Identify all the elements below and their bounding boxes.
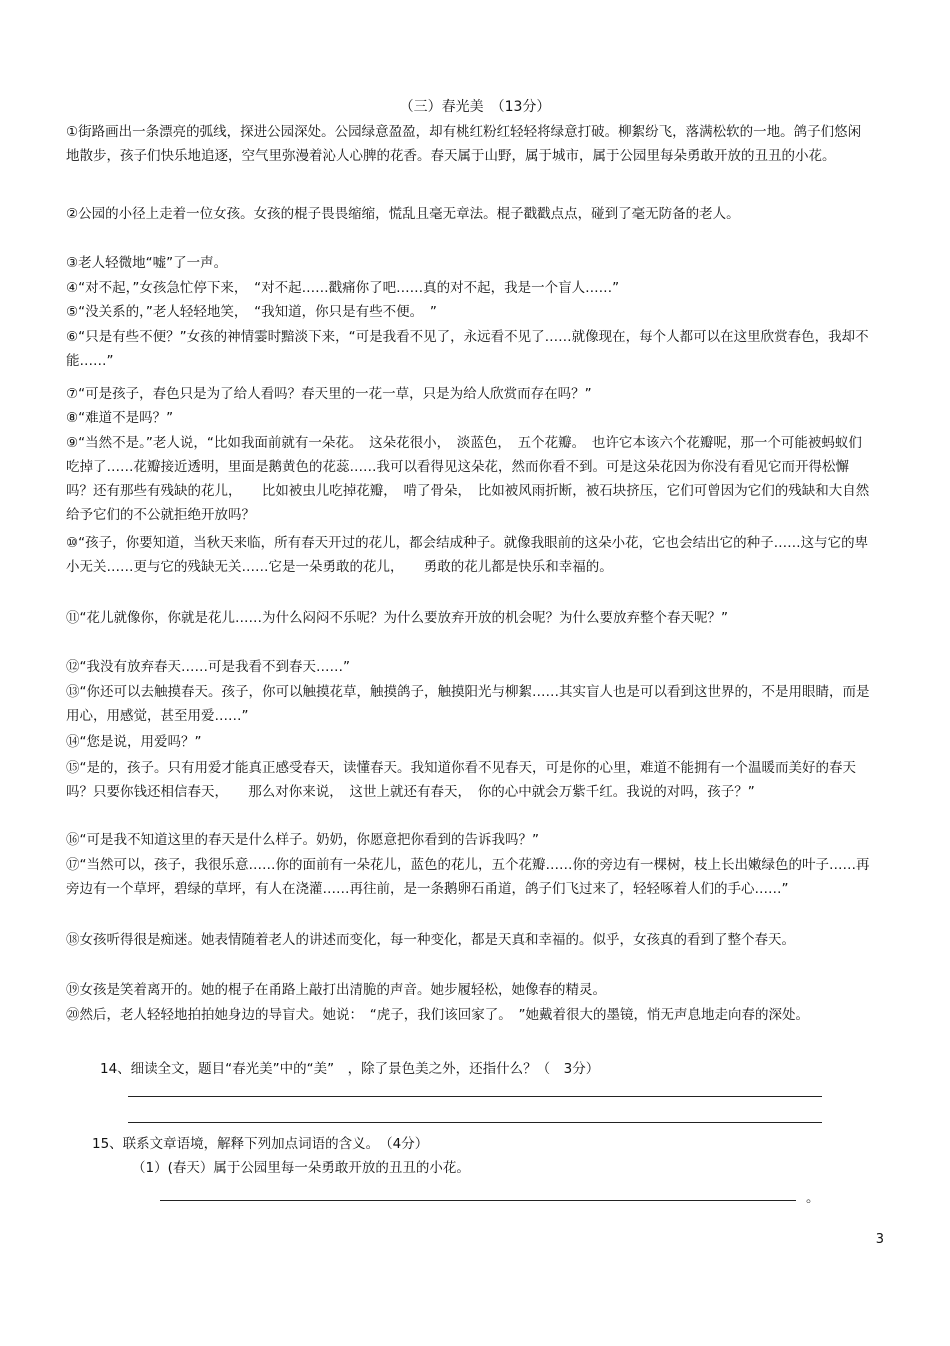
paragraph-8: ⑧“难道不是吗？” xyxy=(66,410,174,426)
page-number: 3 xyxy=(875,1232,884,1247)
paragraph-18: ⑱女孩听得很是痴迷。她表情随着老人的讲述而变化，每一种变化，都是天真和幸福的。似乎，女孩真的看到了整个春天。 xyxy=(66,932,795,948)
answer-line-15-1[interactable] xyxy=(160,1200,796,1201)
answer-line-14a[interactable] xyxy=(128,1096,822,1097)
section-title: （三）春光美 （13分） xyxy=(399,99,551,115)
paragraph-16: ⑯“可是我不知道这里的春天是什么样子。奶奶，你愿意把你看到的告诉我吗？” xyxy=(66,832,539,848)
answer-line-14b[interactable] xyxy=(128,1122,822,1123)
paragraph-1: ①街路画出一条漂亮的弧线，探进公园深处。公园绿意盈盈，却有桃红粉红轻轻将绿意打破。柳絮纷飞，落满松软的一地。鸽子们悠闲地散步，孩子们快乐地追逐，空气里弥漫着沁人心脾的花香。春天属于山野，属于城市，属于公园里每朵勇敢开放的丑丑的小花。 xyxy=(66,124,862,164)
paragraph-10: ⑩“孩子，你要知道，当秋天来临，所有春天开过的花儿，都会结成种子。就像我眼前的这朵小花，它也会结出它的种子……这与它的卑小无关……更与它的残缺无关……它是一朵勇敢的花儿， 勇敢的花儿都是快乐和幸福的。 xyxy=(66,535,869,575)
paragraph-17: ⑰“当然可以，孩子，我很乐意……你的面前有一朵花儿，蓝色的花儿，五个花瓣……你的旁边有一棵树，枝上长出嫩绿色的叶子……再旁边有一个草坪，碧绿的草坪，有人在浇灌……再往前，是一条鹅卵石甬道，鸽子们飞过来了，轻轻啄着人们的手心……” xyxy=(66,857,870,897)
question-15: 15、联系文章语境，解释下列加点词语的含义。 （4分） xyxy=(92,1136,429,1152)
paragraph-15: ⑮“是的，孩子。只有用爱才能真正感受春天，读懂春天。我知道你看不见春天，可是你的心里，难道不能拥有一个温暖而美好的春天吗？只要你钱还相信春天， 那么对你来说， 这世上就还有春天， 你的心中就会万紫千红。我说的对吗，孩子？” xyxy=(66,760,856,800)
paragraph-13: ⑬“你还可以去触摸春天。孩子，你可以触摸花草，触摸鸽子，触摸阳光与柳絮……其实盲人也是可以看到这世界的，不是用眼睛，而是用心，用感觉，甚至用爱……” xyxy=(66,684,870,724)
paragraph-12: ⑫“我没有放弃春天……可是我看不到春天……” xyxy=(66,659,350,675)
paragraph-5: ⑤“没关系的，”老人轻轻地笑， “我知道，你只是有些不便。 ” xyxy=(66,304,437,320)
paragraph-20: ⑳然后，老人轻轻地拍拍她身边的导盲犬。她说： “虎子，我们该回家了。 ”她戴着很大的墨镜，悄无声息地走向春的深处。 xyxy=(66,1007,809,1023)
question-15-1: （1）(春天）属于公园里每一朵勇敢开放的丑丑的小花。 xyxy=(132,1160,470,1176)
paragraph-14: ⑭“您是说，用爱吗？” xyxy=(66,734,202,750)
paragraph-3: ③老人轻微地“嘘”了一声。 xyxy=(66,255,228,271)
paragraph-11: ⑪“花儿就像你，你就是花儿……为什么闷闷不乐呢？为什么要放弃开放的机会呢？为什么要放弃整个春天呢？” xyxy=(66,610,728,626)
paragraph-4: ④“对不起，”女孩急忙停下来， “对不起……戳痛你了吧……真的对不起，我是一个盲人……” xyxy=(66,280,620,296)
paragraph-2: ②公园的小径上走着一位女孩。女孩的棍子畏畏缩缩，慌乱且毫无章法。棍子戳戳点点，碰到了毫无防备的老人。 xyxy=(66,206,740,222)
answer-line-end-mark: 。 xyxy=(806,1190,820,1206)
paragraph-6: ⑥“只是有些不便？”女孩的神情霎时黯淡下来，“可是我看不见了，永远看不见了……就像现在，每个人都可以在这里欣赏春色，我却不能……” xyxy=(66,329,869,369)
paragraph-19: ⑲女孩是笑着离开的。她的棍子在甬路上敲打出清脆的声音。她步履轻松，她像春的精灵。 xyxy=(66,982,606,998)
paragraph-7: ⑦“可是孩子，春色只是为了给人看吗？春天里的一花一草，只是为给人欣赏而存在吗？” xyxy=(66,386,592,402)
question-14: 14、细读全文，题目“春光美”中的“美” ，除了景色美之外，还指什么？（ 3分） xyxy=(100,1061,600,1077)
paragraph-9: ⑨“当然不是。”老人说，“比如我面前就有一朵花。 这朵花很小， 淡蓝色， 五个花瓣。 也许它本该六个花瓣呢，那一个可能被蚂蚁们吃掉了……花瓣接近透明，里面是鹅黄色的花蕊……我可以看得见这朵花，然而你看不到。可是这朵花因为你没有看见它而开得松懈吗？还有那些有残缺的花儿， 比如被虫儿吃掉花瓣， 啃了骨朵， 比如被风雨折断，被石块挤压，它们可曾因为它们的残缺和大自然给予它们的不公就拒绝开放吗？ xyxy=(66,435,870,523)
